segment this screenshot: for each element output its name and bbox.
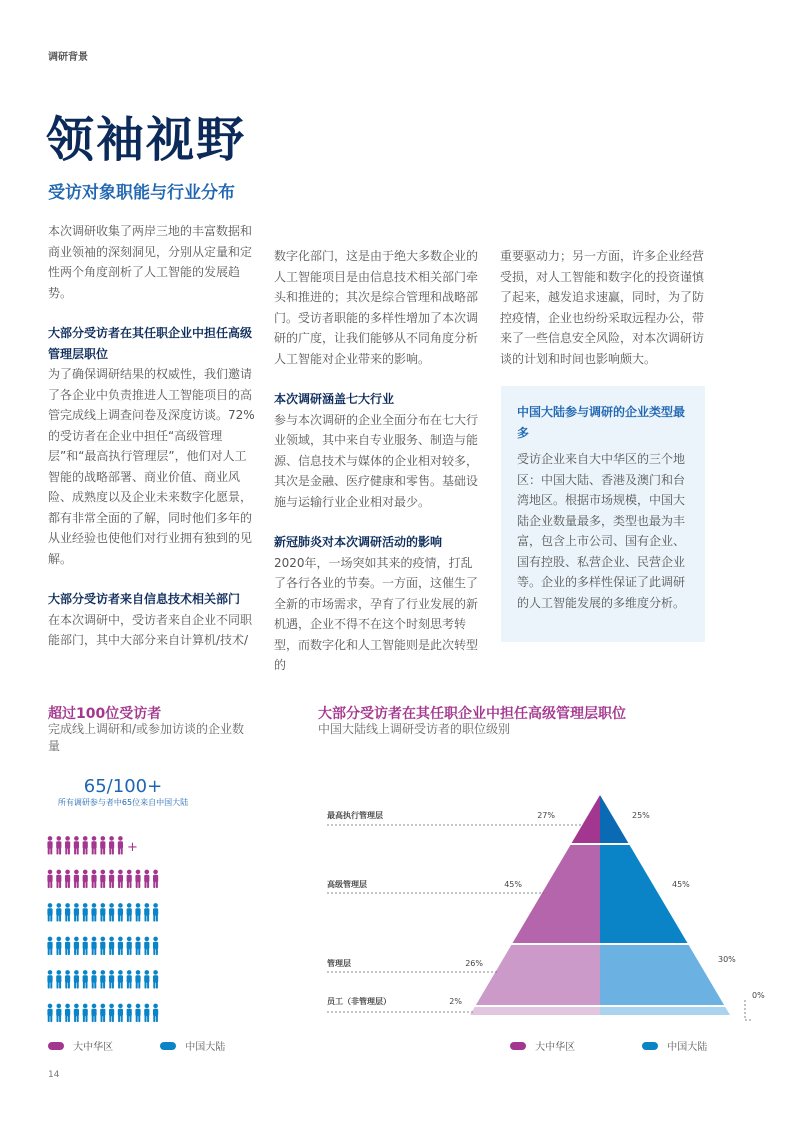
legend-label-greater-china: 大中华区: [73, 1042, 114, 1053]
section-tag: 调研背景: [48, 52, 88, 63]
legend-label-greater-china: 大中华区: [535, 1042, 576, 1053]
legend-swatch-greater-china: [510, 1042, 526, 1050]
legend-label-mainland: 中国大陆: [667, 1042, 708, 1053]
pyramid-category-label: 管理层: [327, 959, 351, 968]
paragraph-senior-management: 为了确保调研结果的权威性，我们邀请了各企业中负责推进人工智能项目的高管完成线上调查问卷及深度访谈。72%的受访者在企业中担任“高级管理层”和“最高执行管理层”，他们对人工智能的战略部署、商业价值、商业风险、成熟度以及企业未来数字化愿景，都有非常全面的了解，同时他们多年的从业经验也使他们对行业拥有独到的见解。: [48, 367, 255, 566]
pyramid-segment-greater-china: [513, 845, 600, 943]
pyramid-segment-mainland: [600, 845, 687, 943]
paragraph-it-departments: 在本次调研中，受访者来自企业不同职能部门，其中大部分来自计算机/技术/: [48, 612, 253, 647]
page-subtitle: 受访对象职能与行业分布: [48, 183, 235, 203]
pyramid-value-label-greater-china: 2%: [449, 997, 462, 1006]
legend-swatch-mainland: [642, 1042, 658, 1050]
pyramid-value-label-mainland: 30%: [718, 955, 736, 964]
pyramid-category-label: 员工（非管理层）: [327, 997, 391, 1006]
pyramid-value-label-greater-china: 26%: [465, 959, 483, 968]
legend-right: [510, 1035, 707, 1054]
pyramid-heading: 大部分受访者在其任职企业中担任高级管理层职位: [318, 706, 626, 722]
pyramid-value-label-mainland: 0%: [752, 991, 765, 1000]
paragraph-departments-cont: 数字化部门，这是由于绝大多数企业的人工智能项目是由信息技术相关部门牵头和推进的；其次是综合管理和战略部门。受访者职能的多样性增加了本次调研的广度，让我们能够从不同角度分析人工智能对企业带来的影响。: [274, 249, 479, 366]
pyramid-category-label: 高级管理层: [327, 880, 367, 889]
plus-sign: +: [127, 840, 138, 855]
pyramid-value-label-mainland: 25%: [632, 811, 650, 820]
pyramid-value-label-mainland: 45%: [672, 880, 690, 889]
heading-senior-management: 大部分受访者在其任职企业中担任高级管理层职位: [48, 326, 253, 361]
respondents-count: 65/100+: [83, 776, 163, 797]
intro-paragraph: 本次调研收集了两岸三地的丰富数据和商业领袖的深刻洞见，分别从定量和定性两个角度剖析了人工智能的发展趋势。: [48, 224, 253, 300]
pyramid-category-label: 最高执行管理层: [327, 811, 383, 820]
page-number: 14: [48, 1070, 60, 1080]
info-box-heading: 中国大陆参与调研的企业类型最多: [517, 405, 686, 440]
pyramid-value-label-greater-china: 45%: [504, 880, 522, 889]
respondents-note: 所有调研参与者中65位来自中国大陆: [57, 798, 189, 807]
paragraph-covid-impact: 2020年，一场突如其来的疫情，打乱了各行各业的节奏。一方面，这催生了全新的市场需求，孕育了行业发展的新机遇，企业不得不在这个时刻思考转型，而数字化和人工智能则是此次转型的: [274, 555, 479, 672]
pyramid-segment-mainland: [600, 945, 724, 1005]
paragraph-covid-cont: 重要驱动力；另一方面，许多企业经营受损，对人工智能和数字化的投资谨慎了起来，越发追求速赢，同时，为了防控疫情，企业也纷纷采取远程办公，带来了一些信息安全风险，对本次调研访谈的计划和时间也影响颇大。: [500, 249, 705, 366]
paragraph-seven-industries: 参与本次调研的企业全面分布在七大行业领域，其中来自专业服务、制造与能源、信息技术与媒体的企业相对较多，其次是金融、医疗健康和零售。基础设施与运输行业企业相对最少。: [274, 412, 479, 509]
respondents-heading: 超过100位受访者: [48, 706, 162, 722]
heading-it-departments: 大部分受访者来自信息技术相关部门: [48, 592, 241, 606]
heading-seven-industries: 本次调研涵盖七大行业: [274, 392, 395, 406]
info-box-text: 受访企业来自大中华区的三个地区：中国大陆、香港及澳门和台湾地区。根据市场规模，中国大陆企业数量最多，类型也最为丰富，包含上市公司、国有企业、国有控股、私营企业、民营企业等。企业的多样性保证了此调研的人工智能发展的多维度分析。: [517, 452, 686, 610]
pyramid-segment-greater-china: [572, 795, 600, 843]
pyramid-segment-greater-china: [470, 1007, 600, 1015]
pyramid-segment-mainland: [600, 1007, 730, 1015]
legend-label-mainland: 中国大陆: [185, 1042, 226, 1053]
pyramid-subheading: 中国大陆线上调研受访者的职位级别: [318, 722, 511, 736]
pyramid-segment-greater-china: [476, 945, 600, 1005]
pyramid-segment-mainland: [600, 795, 628, 843]
heading-covid-impact: 新冠肺炎对本次调研活动的影响: [274, 535, 443, 549]
respondents-subheading: 完成线上调研和/或参加访谈的企业数量: [48, 722, 245, 753]
page-title: 领袖视野: [46, 112, 247, 168]
pyramid-value-label-greater-china: 27%: [537, 811, 555, 820]
